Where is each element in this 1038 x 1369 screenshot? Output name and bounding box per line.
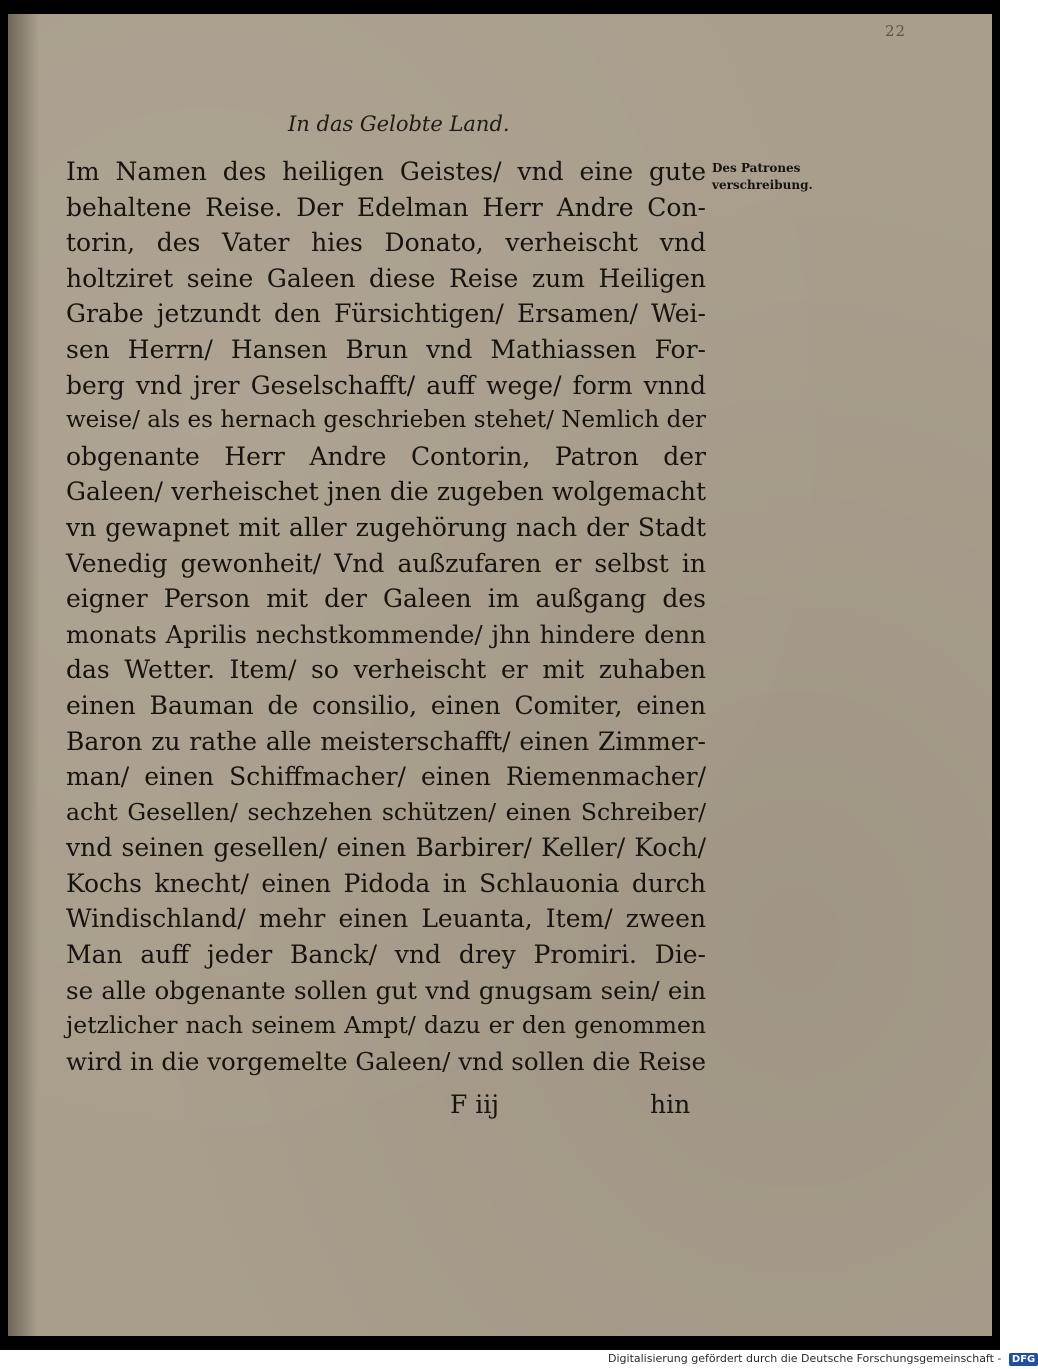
text-line: weise/ als es hernach geschrieben stehet/ Nemlich der	[66, 407, 706, 434]
text-line: monats Aprilis nechstkommende/ jhn hindere denn	[66, 619, 706, 649]
text-line: Venedig gewonheit/ Vnd außzufaren er selbst in	[66, 548, 706, 578]
text-line: Man auff jeder Banck/ vnd drey Promiri. Die-	[66, 940, 706, 970]
text-line: Galeen/ verheischet jnen die zugeben wolgemacht	[66, 477, 706, 507]
text-line: Grabe jetzundt den Fürsichtigen/ Ersamen/ Wei-	[66, 299, 706, 329]
text-line: se alle obgenante sollen gut vnd gnugsam sein/ ein	[66, 975, 706, 1005]
page-number: 22	[885, 22, 907, 40]
text-line: eigner Person mit der Galeen im außgang des	[66, 584, 706, 614]
body-text	[66, 154, 706, 1079]
dfg-logo: DFG	[1009, 1353, 1038, 1366]
text-line: torin, des Vater hies Donato, verheischt vnd	[66, 228, 706, 258]
page-gutter	[8, 14, 38, 1336]
text-line: berg vnd jrer Geselschafft/ auff wege/ form vnnd	[66, 370, 706, 400]
text-line: Baron zu rathe alle meisterschafft/ einen Zimmer-	[66, 726, 706, 756]
catchword: hin	[650, 1090, 691, 1119]
text-line: Kochs knecht/ einen Pidoda in Schlauonia durch	[66, 868, 706, 898]
text-line: Im Namen des heiligen Geistes/ vnd eine gute	[66, 157, 706, 186]
text-line: wird in die vorgemelte Galeen/ vnd sollen die Reise	[66, 1046, 707, 1076]
text-line: vn gewapnet mit aller zugehörung nach der Stadt	[66, 512, 706, 542]
text-line: einen Bauman de consilio, einen Comiter, einen	[66, 690, 706, 720]
text-line: man/ einen Schiffmacher/ einen Riemenmacher/	[66, 762, 706, 792]
text-line: jetzlicher nach seinem Ampt/ dazu er den genommen	[66, 1011, 706, 1040]
running-head: In das Gelobte Land.	[288, 112, 510, 136]
signature-mark: F iij	[450, 1090, 500, 1119]
text-line: das Wetter. Item/ so verheischt er mit zuhaben	[66, 655, 706, 685]
text-line: Windischland/ mehr einen Leuanta, Item/ zween	[66, 904, 706, 934]
marginal-note: Des Patrones verschreibung.	[712, 161, 813, 192]
text-line: sen Herrn/ Hansen Brun vnd Mathiassen For-	[66, 334, 706, 364]
text-line: holtziret seine Galeen diese Reise zum Heiligen	[66, 263, 706, 293]
funding-footer	[608, 1352, 1038, 1366]
text-line: acht Gesellen/ sechzehen schützen/ einen Schreiber/	[66, 797, 706, 826]
text-line: behaltene Reise. Der Edelman Herr Andre Con-	[66, 192, 706, 222]
text-line: vnd seinen gesellen/ einen Barbirer/ Keller/ Koch/	[66, 833, 706, 863]
text-line: obgenante Herr Andre Contorin, Patron der	[66, 441, 706, 471]
funding-text: Digitalisierung gefördert durch die Deutsche Forschungsgemeinschaft -	[608, 1352, 1002, 1365]
